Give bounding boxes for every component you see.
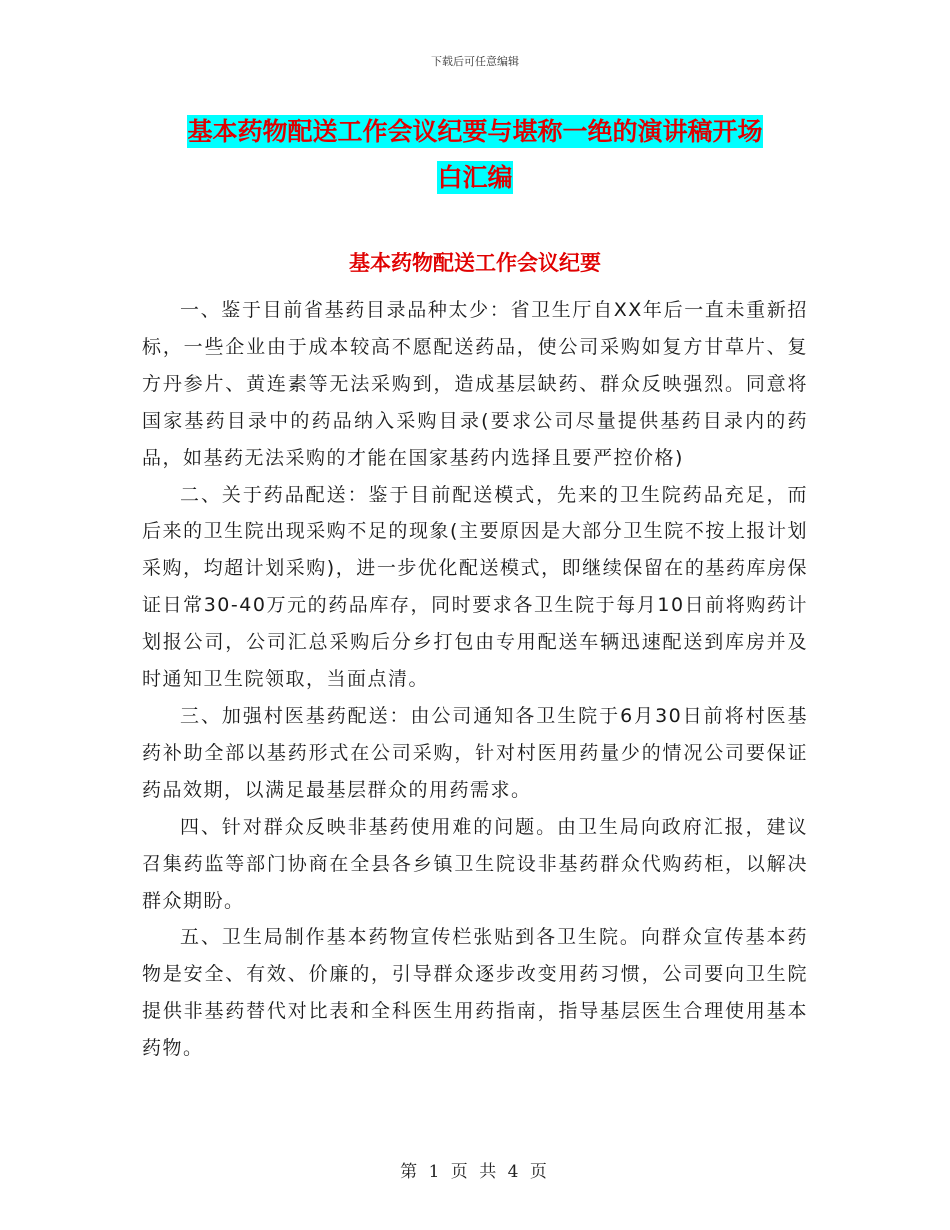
paragraph-5: 五、卫生局制作基本药物宣传栏张贴到各卫生院。向群众宣传基本药物是安全、有效、价廉的，引导群众逐步改变用药习惯，公司要向卫生院提供非基药替代对比表和全科医生用药指南，指导基层医生合理使用基本药物。 [142,926,808,1060]
title-line-2: 白汇编 [437,163,513,192]
paragraph-3: 三、加强村医基药配送：由公司通知各卫生院于6月30日前将村医基药补助全部以基药形式在公司采购，针对村医用药量少的情况公司要保证药品效期，以满足最基层群众的用药需求。 [142,704,808,801]
page-number-footer: 第 1 页 共 4 页 [400,1162,550,1182]
section-title: 基本药物配送工作会议纪要 [349,251,601,275]
body-text [142,292,808,1067]
paragraph-4: 四、针对群众反映非基药使用难的问题。由卫生局向政府汇报，建议召集药监等部门协商在全县各乡镇卫生院设非基药群众代购药柜，以解决群众期盼。 [142,815,808,912]
title-line-1: 基本药物配送工作会议纪要与堪称一绝的演讲稿开场 [187,117,763,146]
paragraph-1: 一、鉴于目前省基药目录品种太少：省卫生厅自XX年后一直未重新招标，一些企业由于成本较高不愿配送药品，使公司采购如复方甘草片、复方丹参片、黄连素等无法采购到，造成基层缺药、群众反映强烈。同意将国家基药目录中的药品纳入采购目录(要求公司尽量提供基药目录内的药品，如基药无法采购的才能在国家基药内选择且要严控价格) [142,299,808,469]
header-note: 下载后可任意编辑 [431,55,519,68]
paragraph-2: 二、关于药品配送：鉴于目前配送模式，先来的卫生院药品充足，而后来的卫生院出现采购不足的现象(主要原因是大部分卫生院不按上报计划采购，均超计划采购)，进一步优化配送模式，即继续保留在的基药库房保证日常30-40万元的药品库存，同时要求各卫生院于每月10日前将购药计划报公司，公司汇总采购后分乡打包由专用配送车辆迅速配送到库房并及时通知卫生院领取，当面点清。 [142,483,808,691]
document-title [142,109,808,201]
